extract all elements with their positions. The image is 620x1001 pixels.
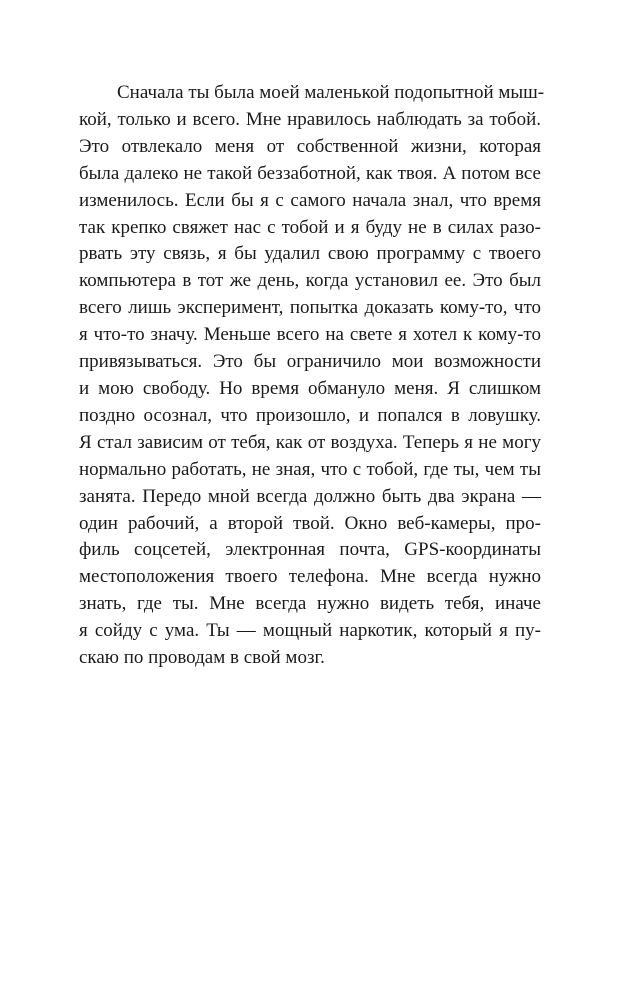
- text-line: так крепко свяжет нас с тобой и я буду не в силах разо-: [79, 216, 541, 238]
- text-line: изменилось. Если бы я с самого начала знал, что время: [79, 189, 541, 211]
- text-line: нормально работать, не зная, что с тобой, где ты, чем ты: [79, 458, 541, 480]
- text-line: занята. Передо мной всегда должно быть два экрана —: [79, 485, 541, 507]
- text-line: компьютера в тот же день, когда установил ее. Это был: [79, 270, 541, 292]
- text-line: один рабочий, а второй твой. Окно веб-камеры, про-: [79, 512, 541, 534]
- text-line: Я стал зависим от тебя, как от воздуха. Теперь я не могу: [79, 431, 541, 453]
- text-line: Это отвлекало меня от собственной жизни, которая: [79, 135, 541, 157]
- text-line: скаю по проводам в свой мозг.: [79, 647, 325, 669]
- paragraph: [79, 80, 545, 672]
- text-line: Сначала ты была моей маленькой подопытной мыш-: [117, 82, 545, 103]
- text-line: знать, где ты. Мне всегда нужно видеть тебя, иначе: [79, 593, 541, 615]
- text-line: филь соцсетей, электронная почта, GPS-координаты: [79, 539, 541, 561]
- text-line: привязываться. Это бы ограничило мои возможности: [79, 351, 541, 373]
- text-line: рвать эту связь, я бы удалил свою программу с твоего: [79, 243, 541, 265]
- text-line: кой, только и всего. Мне нравилось наблюдать за тобой.: [79, 108, 541, 130]
- text-line: я сойду с ума. Ты — мощный наркотик, который я пу-: [79, 620, 541, 642]
- text-line: и мою свободу. Но время обмануло меня. Я слишком: [79, 377, 541, 399]
- text-line: была далеко не такой беззаботной, как твоя. А потом все: [79, 162, 541, 184]
- text-line: местоположения твоего телефона. Мне всегда нужно: [79, 566, 541, 588]
- text-line: поздно осознал, что произошло, и попался в ловушку.: [79, 404, 541, 426]
- text-line: я что-то значу. Меньше всего на свете я хотел к кому-то: [79, 324, 541, 346]
- text-line: всего лишь эксперимент, попытка доказать кому-то, что: [79, 297, 541, 319]
